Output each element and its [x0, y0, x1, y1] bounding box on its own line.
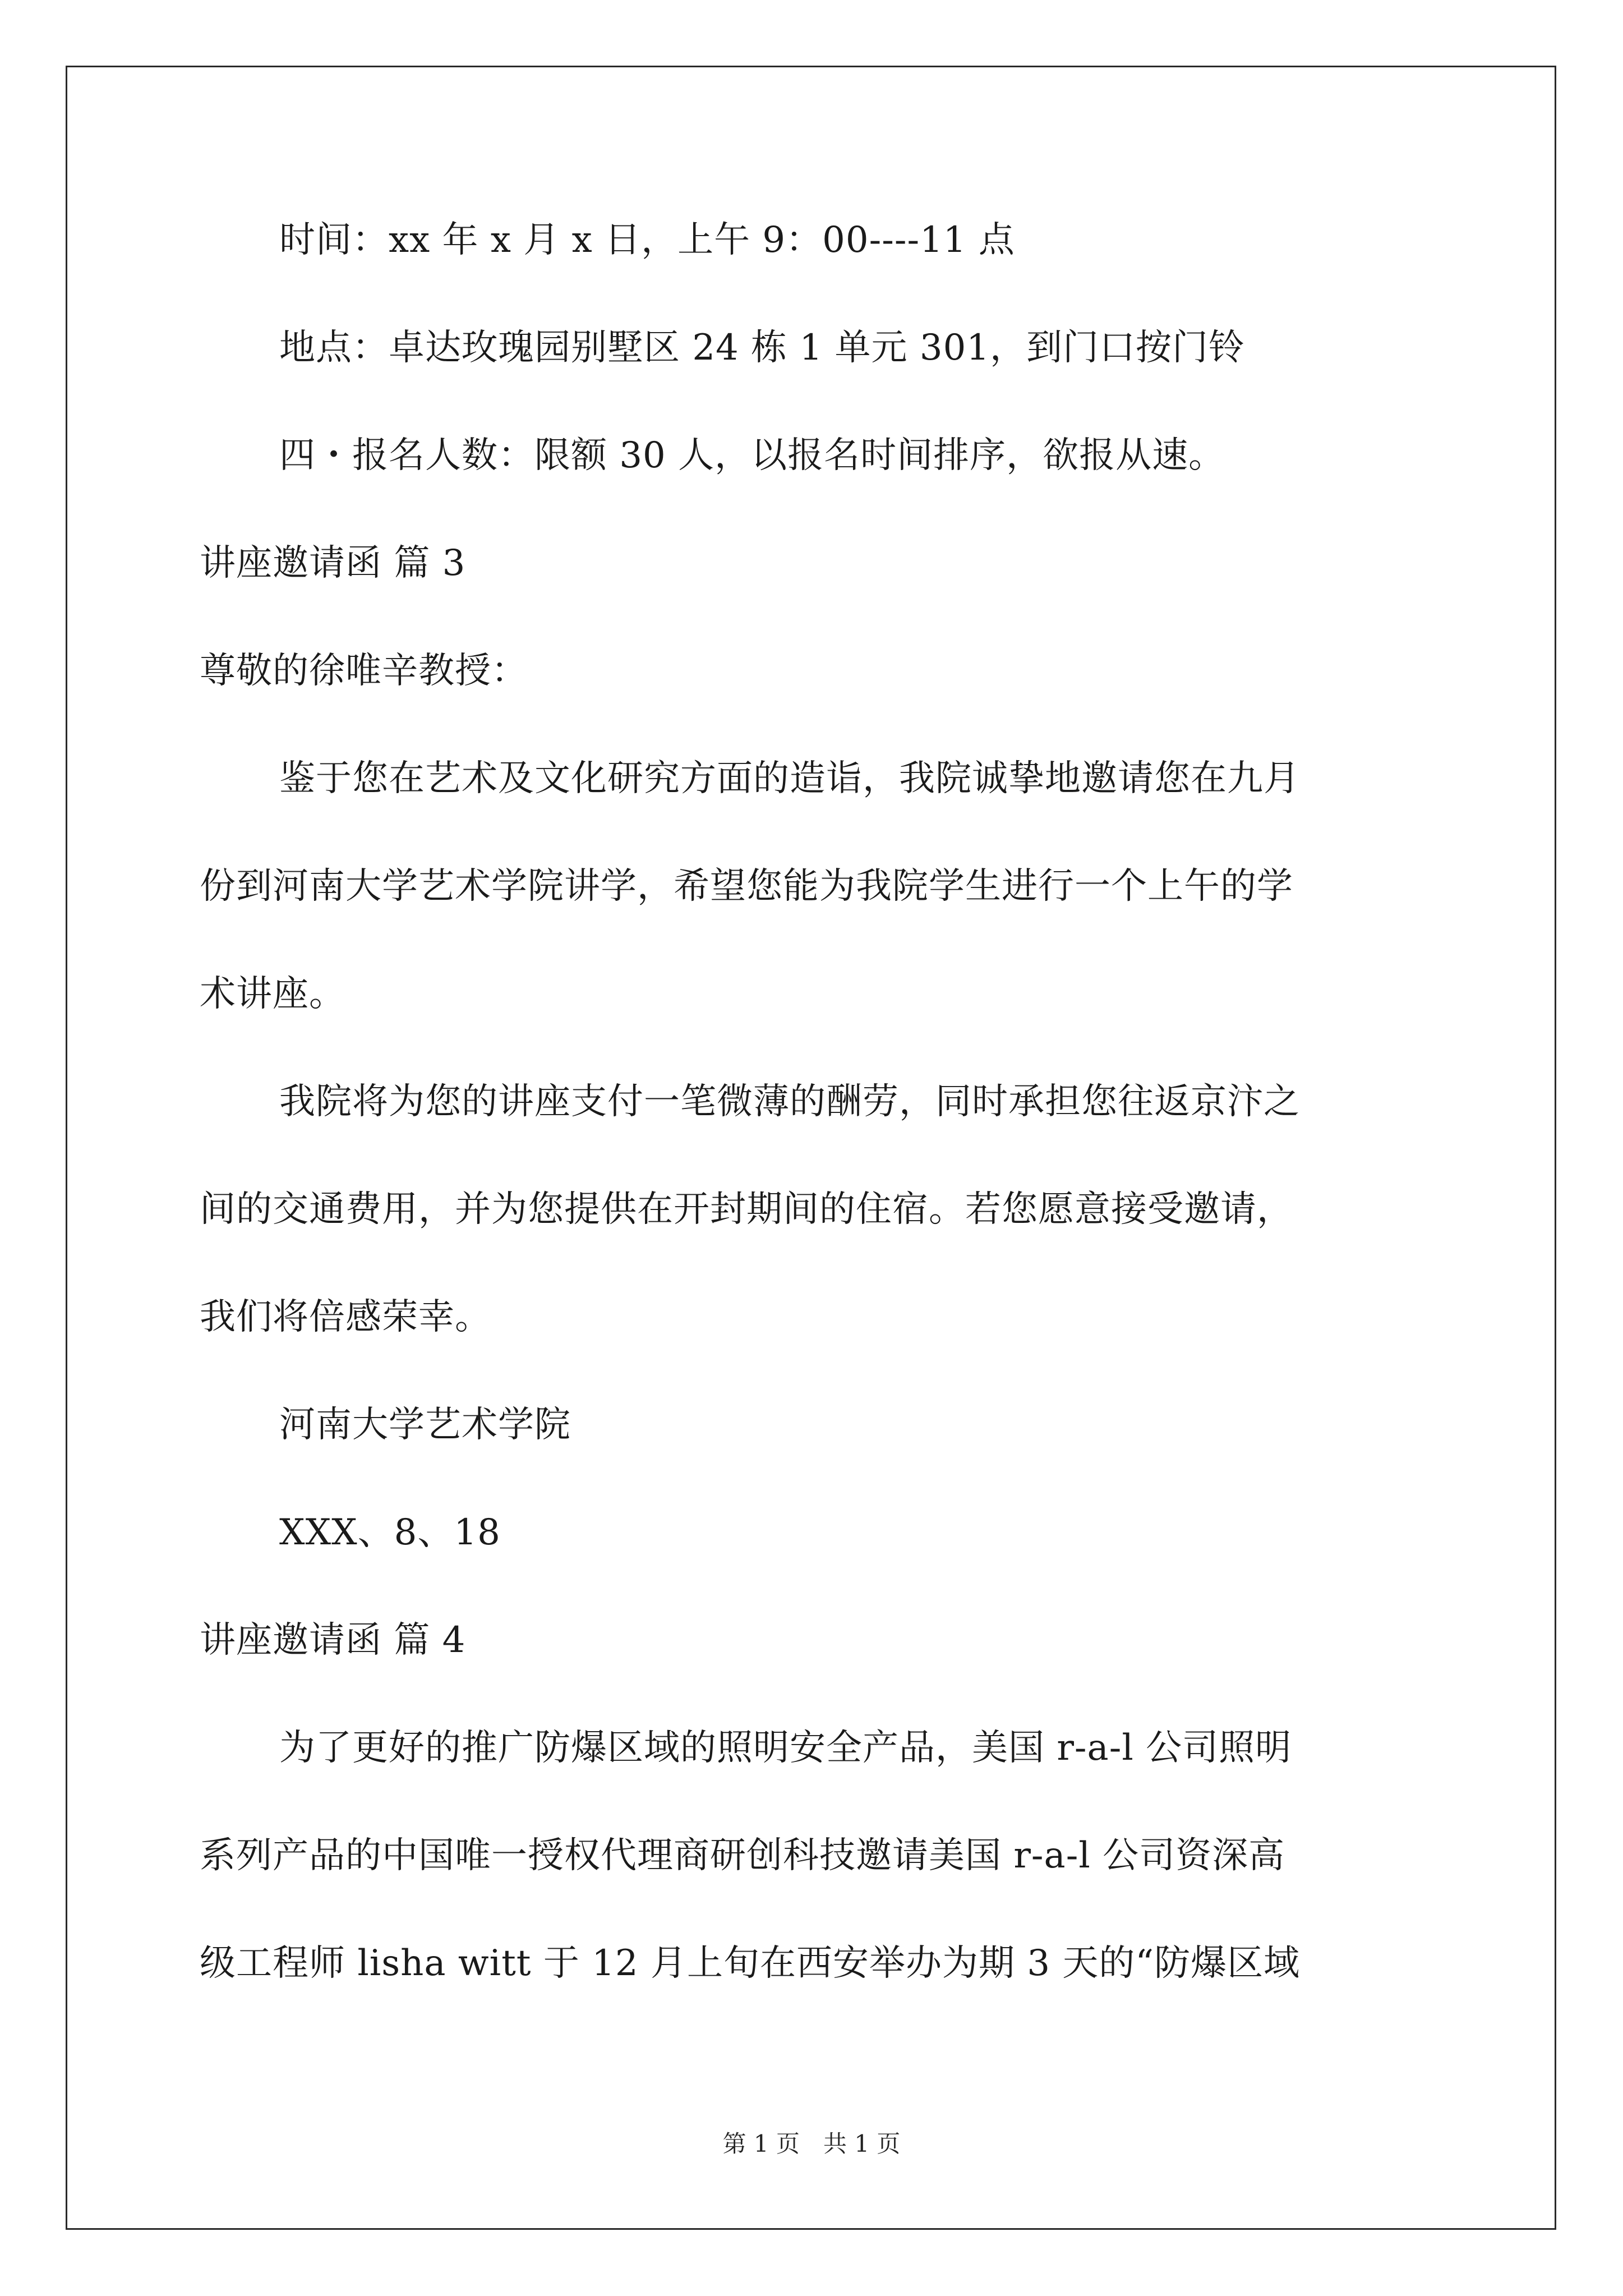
page-footer: [0, 2127, 1623, 2161]
signature-date: XXX、8、18: [279, 1512, 501, 1553]
paragraph-line: 间的交通费用，并为您提供在开封期间的住宿。若您愿意接受邀请，: [200, 1189, 1293, 1230]
salutation: 尊敬的徐唯辛教授：: [200, 650, 528, 692]
paragraph-line: 我院将为您的讲座支付一笔微薄的酬劳，同时承担您往返京汴之: [279, 1081, 1300, 1122]
paragraph-line: 我们将倍感荣幸。: [200, 1296, 491, 1338]
page-border: [66, 66, 1556, 2230]
paragraph-line: 级工程师 lisha witt 于 12 月上旬在西安举办为期 3 天的“防爆区域: [200, 1943, 1301, 1984]
paragraph-line: 系列产品的中国唯一授权代理商研创科技邀请美国 r-a-l 公司资深高: [200, 1835, 1285, 1876]
signature-organization: 河南大学艺术学院: [279, 1404, 571, 1446]
paragraph-line: 术讲座。: [200, 973, 345, 1015]
page-number: 第 1 页: [722, 2130, 800, 2157]
page-total: 共 1 页: [823, 2130, 901, 2157]
paragraph-line: 为了更好的推广防爆区域的照明安全产品，美国 r-a-l 公司照明: [279, 1727, 1292, 1769]
time-line: 时间：xx 年 x 月 x 日，上午 9：00----11 点: [279, 219, 1015, 261]
location-line: 地点：卓达玫瑰园别墅区 24 栋 1 单元 301，到门口按门铃: [279, 327, 1246, 369]
paragraph-line: 份到河南大学艺术学院讲学，希望您能为我院学生进行一个上午的学: [200, 866, 1293, 907]
section-heading-3: 讲座邀请函 篇 3: [200, 542, 466, 584]
paragraph-line: 鉴于您在艺术及文化研究方面的造诣，我院诚挚地邀请您在九月: [279, 758, 1300, 799]
quota-line: 四・报名人数：限额 30 人，以报名时间排序，欲报从速。: [279, 435, 1225, 476]
section-heading-4: 讲座邀请函 篇 4: [200, 1619, 466, 1661]
